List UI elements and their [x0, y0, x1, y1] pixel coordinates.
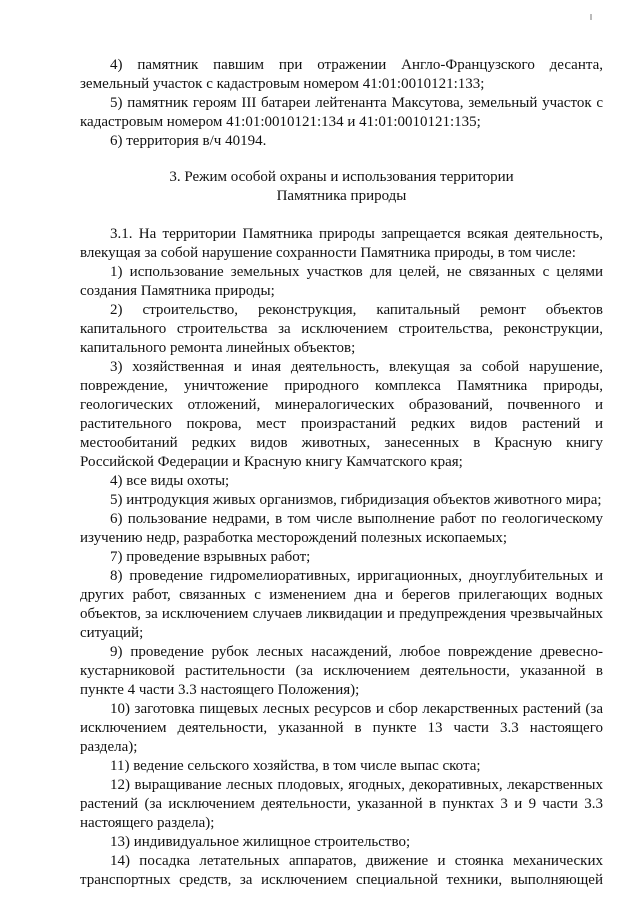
document-body: [80, 56, 603, 890]
list-item: 10) заготовка пищевых лесных ресурсов и сбор лекарственных растений (за исключением деятельности, указанной в пункте 13 части 3.3 настоящего раздела);: [80, 701, 603, 755]
list-item: 8) проведение гидромелиоративных, ирригационных, дноуглубительных и других работ, связанных с изменением дна и берегов прилегающих водных объектов, за исключением случаев ликвидации и предупреждения чрезвычайных ситуаций;: [80, 568, 603, 641]
list-item: 4) все виды охоты;: [110, 473, 230, 489]
list-item: 13) индивидуальное жилищное строительство;: [110, 834, 411, 850]
list-item: 5) интродукция живых организмов, гибридизация объектов животного мира;: [110, 492, 602, 508]
intro-item: 6) территория в/ч 40194.: [110, 133, 267, 149]
margin-mark: [590, 14, 592, 20]
clause-intro: 3.1. На территории Памятника природы запрещается всякая деятельность, влекущая за собой нарушение сохранности Памятника природы, в том числе:: [80, 226, 603, 261]
list-item: 3) хозяйственная и иная деятельность, влекущая за собой нарушение, повреждение, уничтожение природного комплекса Памятника природы, геологических отложений, минералогических образований, почвенного и растительного покрова, мест произрастаний редких видов растений и местообитаний редких видов животных, занесенных в Красную книгу Российской Федерации и Красную книгу Камчатского края;: [80, 359, 603, 470]
list-item: 7) проведение взрывных работ;: [110, 549, 311, 565]
list-item: 12) выращивание лесных плодовых, ягодных, декоративных, лекарственных растений (за исключением деятельности, указанной в пунктах 3 и 9 части 3.3 настоящего раздела);: [80, 777, 603, 831]
list-item: 2) строительство, реконструкция, капитальный ремонт объектов капитального строительства за исключением строительства, реконструкции, капитального ремонта линейных объектов;: [80, 302, 603, 356]
list-item: 14) посадка летательных аппаратов, движение и стоянка механических транспортных средств, за исключением специальной техники, выполняющей: [80, 853, 603, 888]
list-item: 6) пользование недрами, в том числе выполнение работ по геологическому изучению недр, разработка месторождений полезных ископаемых;: [80, 511, 603, 546]
section-heading-line: 3. Режим особой охраны и использования территории: [169, 169, 514, 185]
intro-item: 4) памятник павшим при отражении Англо-Французского десанта, земельный участок с кадастровым номером 41:01:0010121:133;: [80, 57, 603, 92]
list-item: 1) использование земельных участков для целей, не связанных с целями создания Памятника природы;: [80, 264, 603, 299]
list-item: 11) ведение сельского хозяйства, в том числе выпас скота;: [110, 758, 481, 774]
intro-item: 5) памятник героям III батареи лейтенанта Максутова, земельный участок с кадастровым номером 41:01:0010121:134 и 41:01:0010121:135;: [80, 95, 603, 130]
section-heading: [80, 168, 603, 206]
section-heading-line: Памятника природы: [276, 188, 407, 204]
list-item: 9) проведение рубок лесных насаждений, любое повреждение древесно-кустарниковой растительности (за исключением деятельности, указанной в пункте 4 части 3.3 настоящего Положения);: [80, 644, 603, 698]
